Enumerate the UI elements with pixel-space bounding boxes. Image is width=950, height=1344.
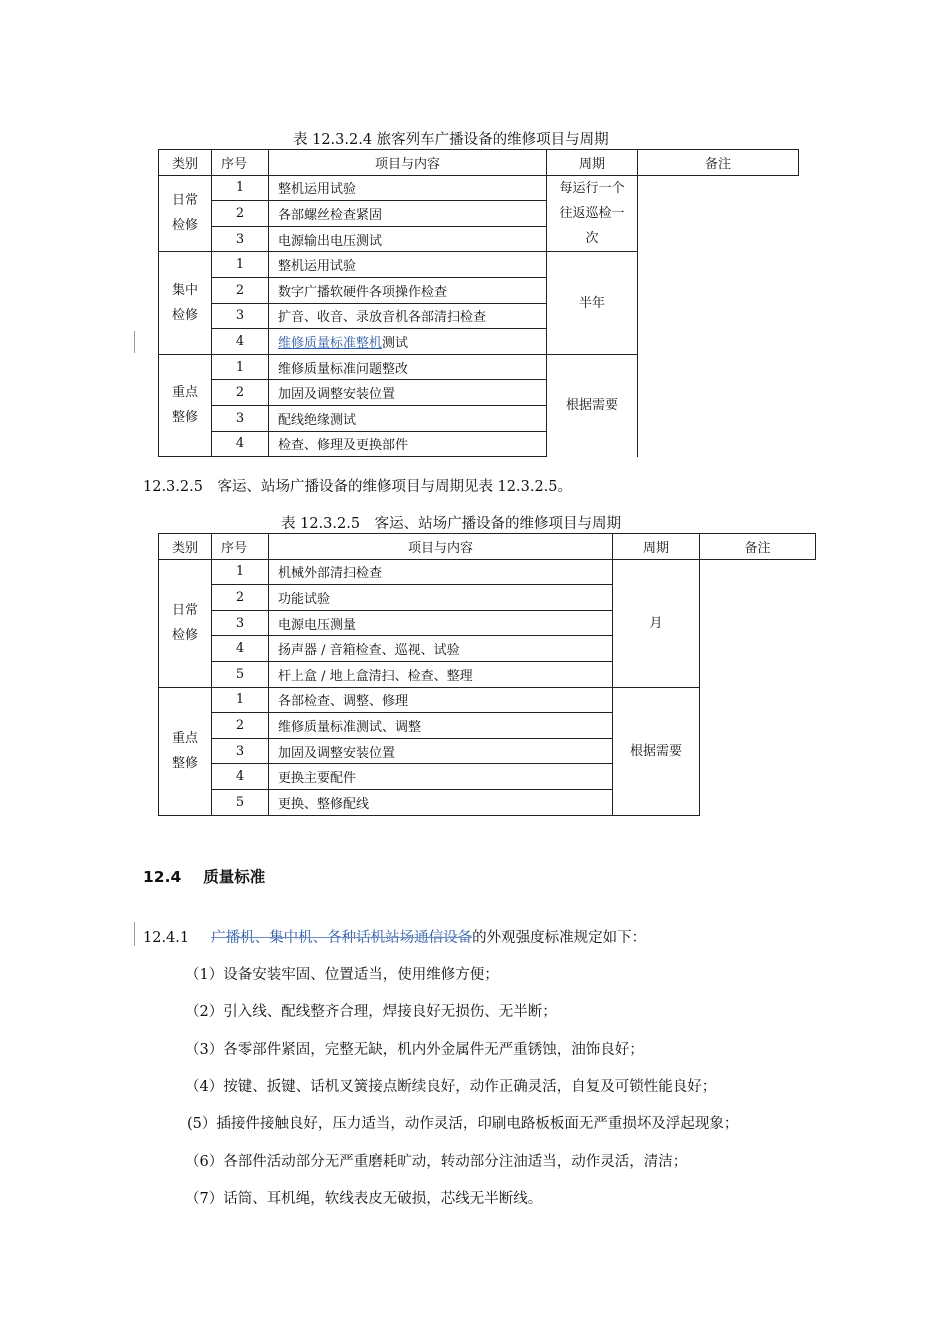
tracked-change-text[interactable]: 广播机、集中机、各种话机站场通信设备 [211,930,473,946]
row-number: 2 [212,713,269,739]
header-remark: 备注 [638,150,799,176]
row-item: 电源电压测量 [269,610,613,636]
remark-cell [700,559,816,815]
row-item: 电源输出电压测试 [269,226,547,252]
list-item: （6）各部件活动部分无严重磨耗旷动，转动部分注油适当，动作灵活，清洁； [185,1154,688,1170]
row-number: 2 [212,380,269,406]
period-cell: 月 [613,559,700,687]
period-cell: 半年 [547,252,638,354]
row-item: 机械外部清扫检查 [269,559,613,585]
clause-12-4-1: 12.4.1 广播机、集中机、各种话机站场通信设备的外观强度标准规定如下： [143,930,647,946]
row-number: 1 [212,354,269,380]
row-number: 2 [212,585,269,611]
row-number: 3 [212,610,269,636]
section-number: 12.4 [143,868,182,886]
row-number: 1 [212,559,269,585]
row-item: 加固及调整安装位置 [269,738,613,764]
category-cell: 日常 检修 [159,175,212,252]
row-number: 2 [212,277,269,303]
row-number: 5 [212,789,269,815]
row-number: 1 [212,252,269,278]
row-item: 维修质量标准整机测试 [269,329,547,355]
change-bar-marker [134,331,135,353]
table1-caption: 表 12.3.2.4 旅客列车广播设备的维修项目与周期 [293,132,609,148]
row-item: 加固及调整安装位置 [269,380,547,406]
change-bar-marker [134,922,135,946]
row-item: 杆上盒 / 地上盒清扫、检查、整理 [269,661,613,687]
table1-header-row [159,150,799,176]
category-cell: 集中 检修 [159,252,212,354]
row-item: 各部螺丝检查紧固 [269,201,547,227]
remark-cell [638,175,799,457]
header-period: 周期 [547,150,638,176]
category-cell: 日常 检修 [159,559,212,687]
header-remark: 备注 [700,534,816,560]
paragraph-12-3-2-5: 12.3.2.5 客运、站场广播设备的维修项目与周期见表 12.3.2.5。 [143,479,573,495]
table1 [158,149,799,457]
row-item: 功能试验 [269,585,613,611]
header-period: 周期 [613,534,700,560]
row-item: 更换、整修配线 [269,789,613,815]
header-category: 类别 [159,534,212,560]
row-item: 整机运用试验 [269,252,547,278]
header-item: 项目与内容 [269,534,613,560]
row-item: 扬声器 / 音箱检查、巡视、试验 [269,636,613,662]
category-cell: 重点 整修 [159,354,212,456]
tracked-change-text[interactable]: 维修质量标准整机 [278,335,383,351]
row-number: 2 [212,201,269,227]
row-item: 整机运用试验 [269,175,547,201]
row-number: 3 [212,226,269,252]
section-title: 质量标准 [203,868,266,886]
row-item: 扩音、收音、录放音机各部清扫检查 [269,303,547,329]
row-item: 配线绝缘测试 [269,405,547,431]
list-item: （1）设备安装牢固、位置适当，使用维修方便； [185,967,499,983]
clause-number: 12.4.1 [143,930,190,946]
row-item: 检查、修理及更换部件 [269,431,547,457]
row-number: 1 [212,687,269,713]
row-item: 各部检查、调整、修理 [269,687,613,713]
period-cell: 根据需要 [547,354,638,456]
table2-caption: 表 12.3.2.5 客运、站场广播设备的维修项目与周期 [281,516,622,532]
row-item: 维修质量标准测试、调整 [269,713,613,739]
row-number: 4 [212,329,269,355]
header-item: 项目与内容 [269,150,547,176]
row-number: 4 [212,431,269,457]
row-item: 更换主要配件 [269,764,613,790]
row-number: 4 [212,636,269,662]
list-item: (5）插接件接触良好，压力适当，动作灵活，印刷电路板板面无严重损坏及浮起现象； [187,1116,739,1132]
table-row [159,559,816,585]
list-item: （7）话筒、耳机绳，软线表皮无破损，芯线无半断线。 [185,1191,543,1207]
header-number: 序号 [212,150,269,176]
list-item: （3）各零部件紧固，完整无缺，机内外金属件无严重锈蚀，油饰良好； [185,1042,644,1058]
header-category: 类别 [159,150,212,176]
section-heading [143,865,265,887]
row-number: 3 [212,303,269,329]
table2-header-row [159,534,816,560]
row-item: 维修质量标准问题整改 [269,354,547,380]
row-number: 3 [212,738,269,764]
period-cell: 每运行一个 往返巡检一 次 [547,175,638,252]
row-number: 1 [212,175,269,201]
category-cell: 重点 整修 [159,687,212,815]
row-number: 4 [212,764,269,790]
list-item: （4）按键、扳键、话机叉簧接点断续良好，动作正确灵活，自复及可锁性能良好； [185,1079,717,1095]
table2 [158,533,816,816]
row-number: 5 [212,661,269,687]
row-number: 3 [212,405,269,431]
table-row [159,175,799,201]
header-number: 序号 [212,534,269,560]
period-cell: 根据需要 [613,687,700,815]
list-item: （2）引入线、配线整齐合理，焊接良好无损伤、无半断； [185,1004,557,1020]
row-item: 数字广播软硬件各项操作检查 [269,277,547,303]
